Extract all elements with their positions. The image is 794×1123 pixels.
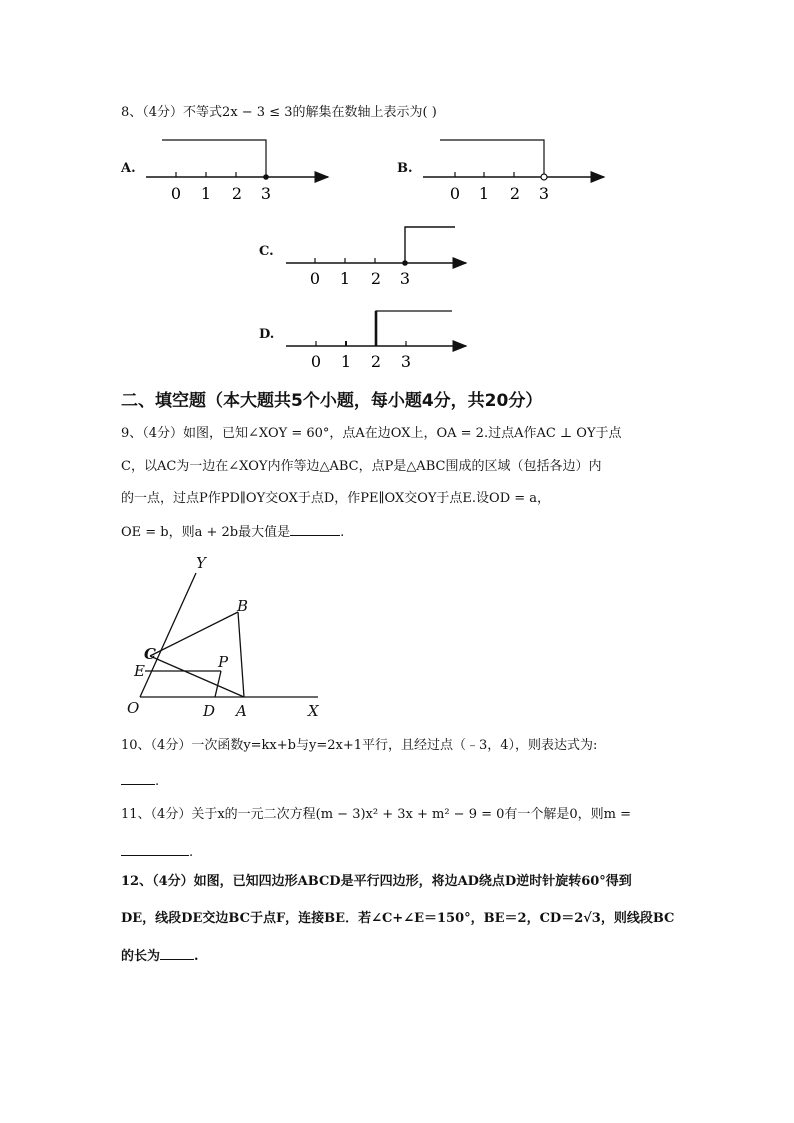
q8-option-a-label: A.	[121, 161, 136, 176]
q8-stem: 8、（4分）不等式2x − 3 ≤ 3的解集在数轴上表示为( )	[121, 105, 437, 120]
q8-option-d-label: D.	[259, 327, 275, 342]
q11-line-1: 11、（4分）关于x的一元二次方程(m − 3)x² + 3x + m² − 9 = 0有一个解是0，则m =	[121, 807, 632, 822]
q9-line-3: 的一点，过点P作PD∥OY交OX于点D，作PE∥OX交OY于点E.设OD = a，	[121, 491, 551, 506]
q12-line-2: DE，线段DE交边BC于点F，连接BE．若∠C+∠E＝150°，BE＝2，CD＝2√3，则线段BC	[121, 911, 675, 926]
q9-line-4-end: .	[340, 525, 345, 540]
q12-line-1: 12、（4分）如图，已知四边形ABCD是平行四边形，将边AD绕点D逆时针旋转60°得到	[121, 874, 632, 889]
tick-label: 2	[231, 184, 243, 203]
tick-label: 3	[400, 352, 412, 371]
section-heading-fill-in-blank: 二、填空题（本大题共5个小题，每小题4分，共20分）	[121, 391, 543, 411]
q9-geometry-figure	[127, 554, 320, 720]
q10-line-1: 10、（4分）一次函数y=kx+b与y=2x+1平行，且经过点（﹣3，4），则表达式为:	[121, 738, 598, 753]
q9-answer-blank[interactable]	[290, 522, 340, 536]
q9-line-2: C，以AC为一边在∠XOY内作等边△ABC，点P是△ABC围成的区域（包括各边）内	[121, 459, 602, 474]
tick-label: 2	[370, 352, 382, 371]
q10-line-2-end: .	[155, 774, 160, 789]
tick-label: 1	[339, 269, 351, 288]
tick-label: 1	[200, 184, 212, 203]
q12-answer-blank[interactable]	[160, 946, 194, 960]
tick-label: 0	[309, 269, 321, 288]
label-x: X	[308, 702, 319, 720]
q9-line-4	[121, 522, 344, 542]
tick-label: 1	[340, 352, 352, 371]
q8-option-d-number-line	[286, 311, 466, 371]
label-o: O	[127, 699, 140, 717]
label-a: A	[236, 702, 247, 720]
tick-label: 2	[370, 269, 382, 288]
label-c: C	[144, 645, 156, 663]
tick-label: 3	[538, 184, 550, 203]
q8-option-c-label: C.	[259, 244, 274, 259]
label-e: E	[134, 662, 145, 680]
tick-label: 3	[399, 269, 411, 288]
q12-line-3-text: 的长为	[121, 949, 161, 964]
q12-line-3	[121, 946, 199, 966]
tick-label: 0	[449, 184, 461, 203]
q11-answer-blank[interactable]	[121, 842, 189, 856]
tick-label: 0	[310, 352, 322, 371]
q9-line-1: 9、（4分）如图，已知∠XOY = 60°，点A在边OX上，OA = 2.过点A作AC ⊥ OY于点	[121, 426, 622, 441]
label-b: B	[237, 597, 249, 615]
tick-label: 2	[509, 184, 521, 203]
q8-option-b-label: B.	[397, 161, 413, 176]
tick-label: 3	[260, 184, 272, 203]
label-p: P	[218, 653, 229, 671]
q10-answer-blank[interactable]	[121, 771, 155, 785]
q12-line-3-end: .	[194, 949, 199, 964]
q8-option-b-number-line	[423, 140, 604, 203]
q11-line-2	[121, 842, 193, 862]
q9-line-4-text: OE = b，则a + 2b最大值是	[121, 525, 291, 540]
label-d: D	[203, 702, 216, 720]
label-y: Y	[196, 554, 206, 572]
q8-option-a-number-line	[146, 140, 328, 203]
tick-label: 1	[478, 184, 490, 203]
q10-line-2	[121, 771, 159, 791]
q8-option-c-number-line	[286, 227, 466, 288]
tick-label: 0	[170, 184, 182, 203]
q11-line-2-end: .	[189, 845, 194, 860]
